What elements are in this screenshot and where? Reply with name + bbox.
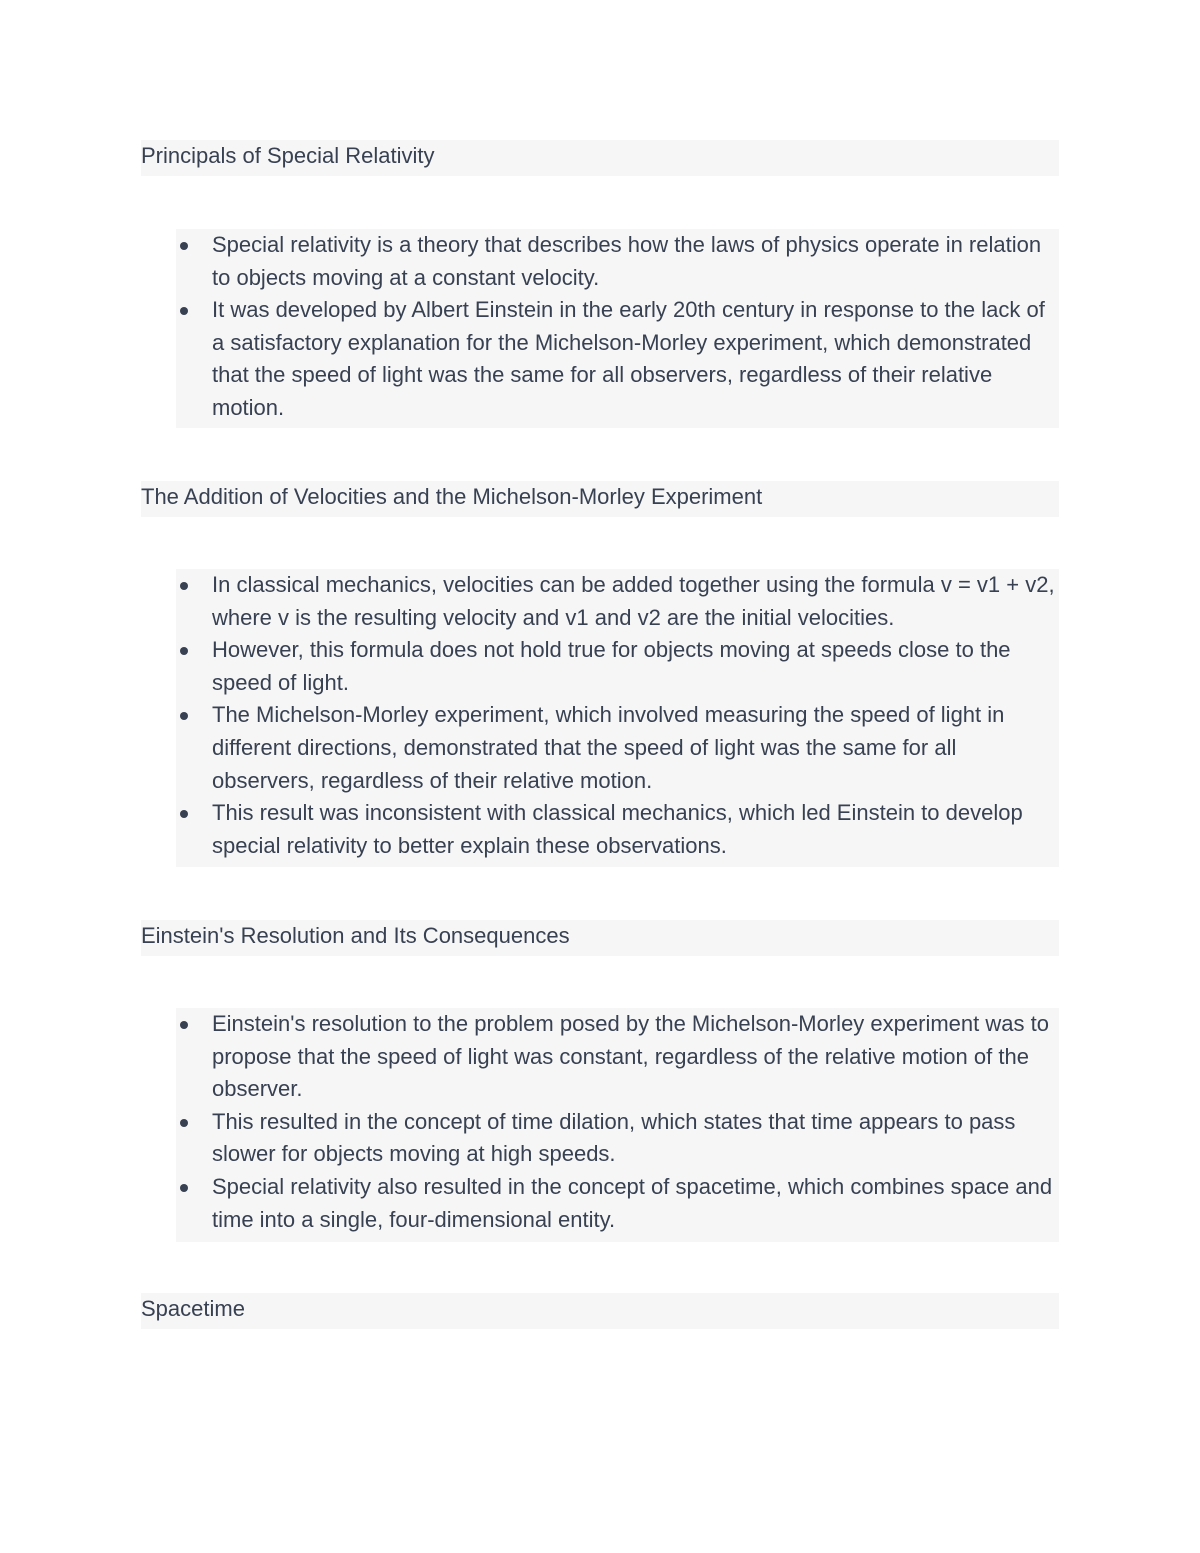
bullet-dot-icon [180,647,188,655]
list-item-text: However, this formula does not hold true for objects moving at speeds close to the speed of light. [212,637,1011,695]
bullet-list-addition-of-velocities [176,569,1059,867]
list-item [176,1171,1059,1236]
list-item-text: In classical mechanics, velocities can be added together using the formula v = v1 + v2, where v is the resulting velocity and v1 and v2 are the initial velocities. [212,572,1055,630]
bullet-dot-icon [180,242,188,250]
list-item [176,294,1059,424]
section-heading-spacetime: Spacetime [141,1293,1059,1329]
list-item [176,1106,1059,1171]
list-item-text: Special relativity also resulted in the concept of spacetime, which combines space and time into a single, four-dimensional entity. [212,1173,1053,1232]
bullet-list-einsteins-resolution [176,1008,1059,1242]
list-item-text: It was developed by Albert Einstein in the early 20th century in response to the lack of a satisfactory explanation for the Michelson-Morley experiment, which demonstrated that the speed of light was the same for all observers, regardless of their relative motion. [212,297,1045,420]
section-heading-principals: Principals of Special Relativity [141,140,1059,176]
list-item-text: Einstein's resolution to the problem posed by the Michelson-Morley experiment was to propose that the speed of light was constant, regardless of the relative motion of the observer. [212,1011,1049,1102]
bullet-dot-icon [180,1119,188,1127]
bullet-list-principals [176,229,1059,428]
list-item [176,634,1059,699]
section-heading-einsteins-resolution: Einstein's Resolution and Its Consequences [141,920,1059,956]
section-heading-addition-of-velocities: The Addition of Velocities and the Michelson-Morley Experiment [141,481,1059,517]
list-item [176,569,1059,634]
list-item [176,797,1059,862]
list-item [176,1008,1059,1106]
list-item-text: This result was inconsistent with classical mechanics, which led Einstein to develop special relativity to better explain these observations. [212,800,1023,858]
bullet-dot-icon [180,1184,188,1192]
bullet-dot-icon [180,810,188,818]
list-item-text: The Michelson-Morley experiment, which involved measuring the speed of light in different directions, demonstrated that the speed of light was the same for all observers, regardless of their relative motion. [212,702,1005,793]
bullet-dot-icon [180,1021,188,1029]
list-item [176,699,1059,797]
list-item-text: This resulted in the concept of time dilation, which states that time appears to pass slower for objects moving at high speeds. [212,1108,1016,1167]
bullet-dot-icon [180,582,188,590]
bullet-dot-icon [180,712,188,720]
list-item-text: Special relativity is a theory that describes how the laws of physics operate in relation to objects moving at a constant velocity. [212,232,1042,290]
list-item [176,229,1059,294]
bullet-dot-icon [180,307,188,315]
